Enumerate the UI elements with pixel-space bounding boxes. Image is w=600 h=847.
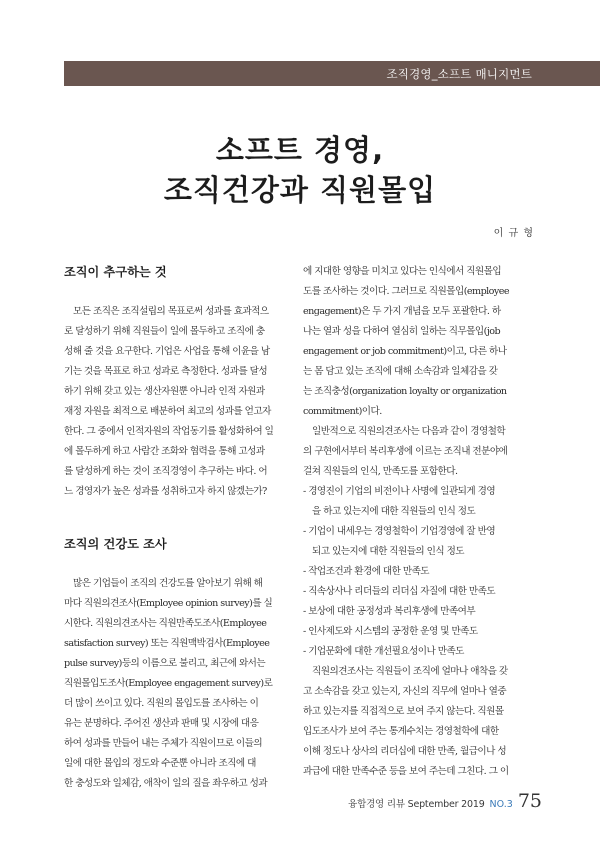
section-header-band <box>64 61 600 86</box>
paragraph-health-survey <box>64 574 297 794</box>
page-number: 75 <box>517 790 542 812</box>
text-line: 입도조사가 보여 주는 통계수치는 경영철학에 대한 <box>303 726 499 737</box>
text-line: 에 지대한 영향을 미치고 있다는 인식에서 직원몰입 <box>303 266 502 277</box>
text-line: 유는 분명하다. 주어진 생산과 판매 및 시장에 대응 <box>64 718 259 729</box>
text-line: 를 달성하게 하는 것이 조직경영이 추구하는 바다. 어 <box>64 466 268 477</box>
text-line: 직원몰입도조사(Employee engagement survey)로 <box>64 678 273 689</box>
text-line: satisfaction survey) 또는 직원맥박검사(Employee <box>64 638 270 649</box>
section-label: 조직경영_소프트 매니지먼트 <box>386 67 532 81</box>
left-column <box>64 262 297 794</box>
text-line: 성해 줄 것을 요구한다. 기업은 사업을 통해 이윤을 남 <box>64 346 270 357</box>
text-line: 과급에 대한 만족수준 등을 보여 주는데 그친다. 그 이 <box>303 766 509 777</box>
text-line: 고 소속감을 갖고 있는지, 자신의 직무에 얼마나 열중 <box>303 686 507 697</box>
text-line: 이해 정도나 상사의 리더십에 대한 만족, 월급이나 성 <box>303 746 507 757</box>
list-item: - 작업조건과 환경에 대한 만족도 <box>303 566 430 577</box>
paragraph-survey-limits <box>303 662 546 782</box>
title-line-2: 조직건강과 직원몰입 <box>163 173 437 207</box>
list-item: - 경영진이 기업의 비전이나 사명에 일관되게 경영 <box>303 486 496 497</box>
text-line: engagement)은 두 가지 개념을 모두 포괄한다. 하 <box>303 306 501 317</box>
text-line: 로 달성하기 위해 직원들이 일에 몰두하고 조직에 충 <box>64 326 265 337</box>
author-name: 이 규 형 <box>493 228 534 239</box>
text-line: 직원의견조사는 직원들이 조직에 얼마나 애착을 갖 <box>303 666 508 677</box>
paragraph-goal <box>64 302 297 502</box>
section-heading-goal: 조직이 추구하는 것 <box>64 265 167 279</box>
list-item: - 기업문화에 대한 개선필요성이나 만족도 <box>303 646 464 657</box>
text-line: 나는 열과 성을 다하여 열심히 일하는 직무몰입(job <box>303 326 501 337</box>
text-line: 느 경영자가 높은 성과를 성취하고자 하지 않겠는가? <box>64 486 267 497</box>
text-line: 일반적으로 직원의견조사는 다음과 같이 경영철학 <box>303 426 506 437</box>
section-heading-health-survey: 조직의 건강도 조사 <box>64 537 167 551</box>
issue-number: NO.3 <box>489 799 513 810</box>
text-line: 하고 있는지를 직접적으로 보여 주지 않는다. 직원몰 <box>303 706 504 717</box>
text-line: 기는 것을 목표로 하고 성과로 측정한다. 성과를 달성 <box>64 366 268 377</box>
text-line: 한다. 그 중에서 인적자원의 작업동기를 활성화하여 일 <box>64 426 274 437</box>
article-title <box>0 130 600 210</box>
list-item: 되고 있는지에 대한 직원들의 인식 정도 <box>303 546 465 557</box>
text-line: 더 많이 쓰이고 있다. 직원의 몰입도를 조사하는 이 <box>64 698 259 709</box>
text-line: 하기 위해 갖고 있는 생산자원뿐 아니라 인적 자원과 <box>64 386 265 397</box>
text-line: 하여 성과를 만들어 내는 주체가 직원이므로 이들의 <box>64 738 263 749</box>
text-line: 많은 기업들이 조직의 건강도를 알아보기 위해 해 <box>64 578 263 589</box>
text-line: 걸쳐 직원들의 인식, 만족도를 포함한다. <box>303 466 458 477</box>
text-line: pulse survey)등의 이름으로 불리고, 최근에 와서는 <box>64 658 266 669</box>
text-line: 한 충성도와 일체감, 애착이 일의 질을 좌우하고 성과 <box>64 778 268 789</box>
text-line: 는 조직충성(organization loyalty or organization <box>303 386 507 397</box>
text-line: 는 몸 담고 있는 조직에 대해 소속감과 일체감을 갖 <box>303 366 498 377</box>
list-item: 을 하고 있는지에 대한 직원들의 인식 정도 <box>303 506 476 517</box>
text-line: 재정 자원을 최적으로 배분하여 최고의 성과를 얻고자 <box>64 406 271 417</box>
list-item: - 기업이 내세우는 경영철학이 기업경영에 잘 반영 <box>303 526 496 537</box>
text-line: 시한다. 직원의견조사는 직원만족도조사(Employee <box>64 618 267 629</box>
list-item: - 인사제도와 시스템의 공정한 운영 및 만족도 <box>303 626 478 637</box>
text-line: 도를 조사하는 것이다. 그러므로 직원몰입(employee <box>303 286 510 297</box>
page-footer <box>348 790 542 814</box>
text-line: 일에 대한 몰입의 정도와 수준뿐 아니라 조직에 대 <box>64 758 256 769</box>
text-line: engagement or job commitment)이고, 다른 하나 <box>303 346 507 357</box>
survey-items-list <box>303 482 546 662</box>
right-column <box>303 262 546 782</box>
text-line: 에 몰두하게 하고 사람간 조화와 협력을 통해 고성과 <box>64 446 265 457</box>
text-line: commitment)이다. <box>303 406 382 417</box>
text-line: 모든 조직은 조직설립의 목표로써 성과를 효과적으 <box>64 306 269 317</box>
text-line: 의 구현에서부터 복리후생에 이르는 조직내 전분야에 <box>303 446 508 457</box>
title-line-1: 소프트 경영, <box>215 133 385 167</box>
list-item: - 직속상사나 리더들의 리더십 자질에 대한 만족도 <box>303 586 496 597</box>
text-line: 마다 직원의견조사(Employee opinion survey)를 실 <box>64 598 273 609</box>
list-item: - 보상에 대한 공정성과 복리후생에 만족여부 <box>303 606 476 617</box>
magazine-name: 융합경영 리뷰 September 2019 <box>348 799 485 810</box>
paragraph-engagement <box>303 262 546 482</box>
